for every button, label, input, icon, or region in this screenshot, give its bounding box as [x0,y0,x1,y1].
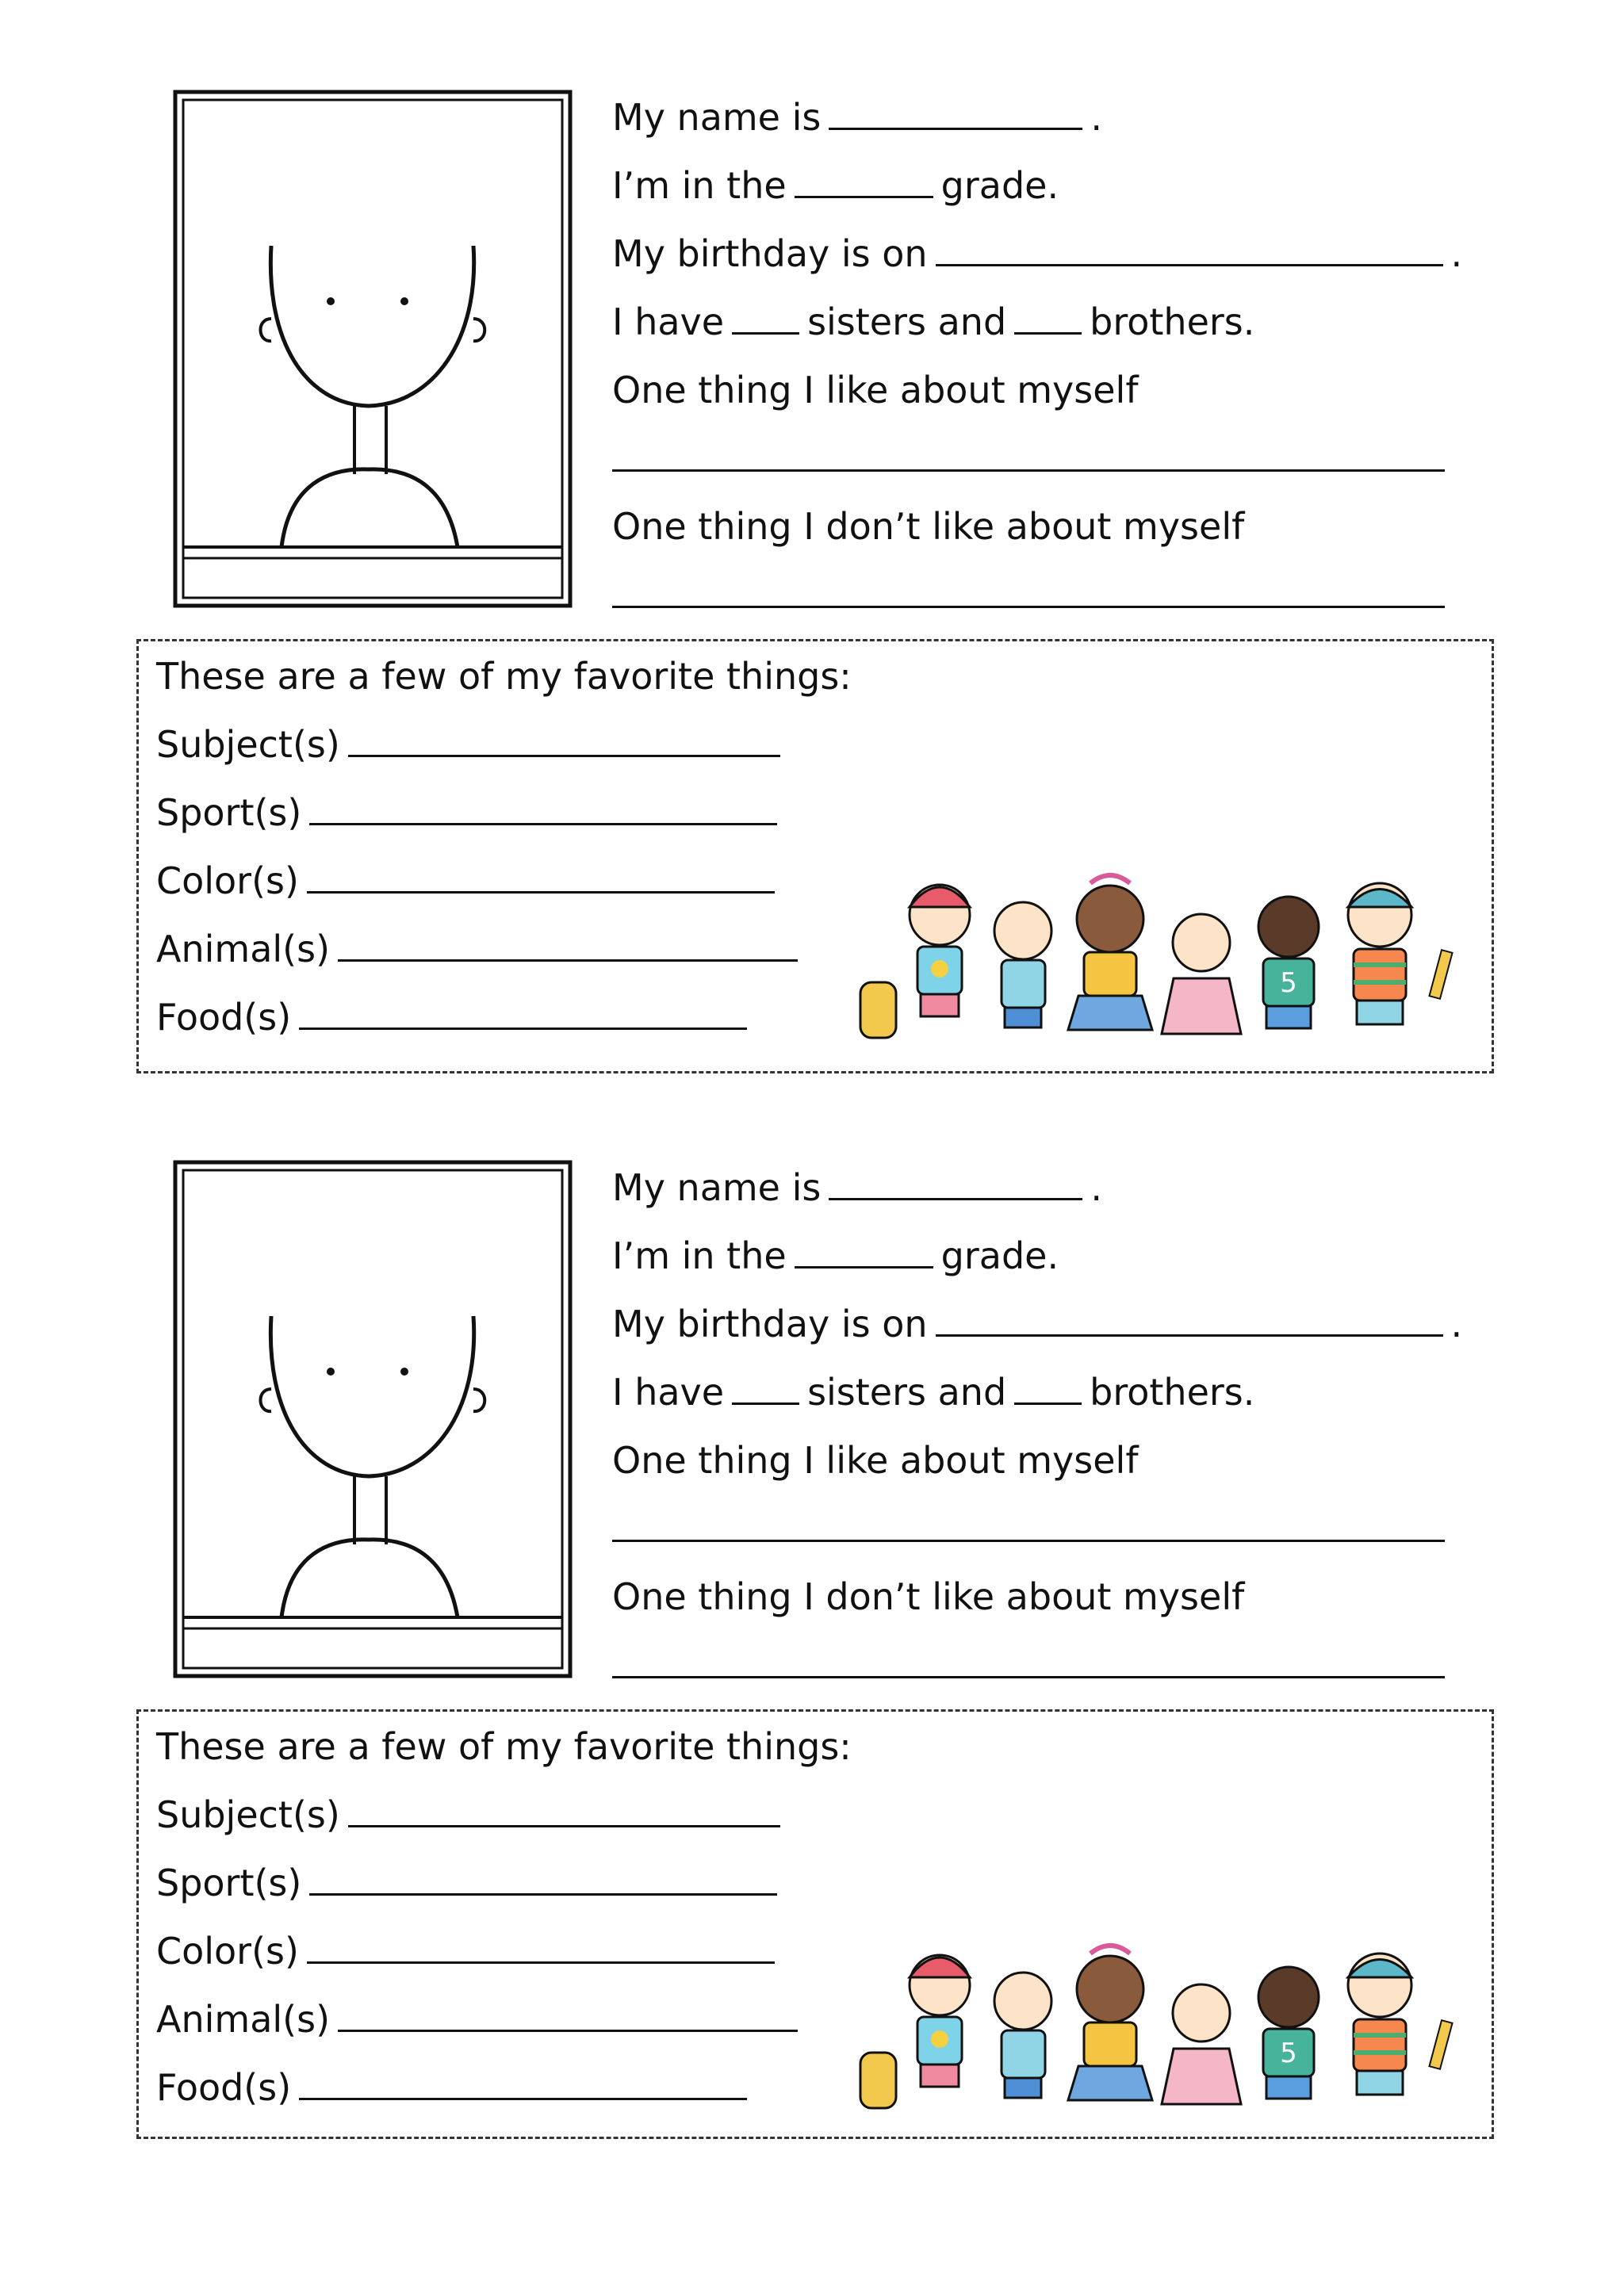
dislike-label: One thing I don’t like about myself [612,1575,1245,1618]
grade-label-before: I’m in the [612,164,787,207]
sisters-blank[interactable] [732,305,799,335]
favorite-subject-row [156,721,788,768]
siblings-label-middle: sisters and [807,300,1007,343]
birthday-blank[interactable] [936,237,1443,266]
grade-blank[interactable] [795,1239,933,1269]
siblings-label-middle: sisters and [807,1371,1007,1414]
favorite-animal-row [156,1996,806,2043]
siblings-label-before: I have [612,300,725,343]
favorite-color-row [156,857,783,905]
grade-label-after: grade. [940,164,1059,207]
siblings-line [612,298,1254,346]
sisters-blank[interactable] [732,1376,799,1405]
kids-illustration [852,863,1487,1062]
favorite-food-label: Food(s) [156,996,292,1039]
siblings-label-before: I have [612,1371,725,1414]
portrait-frame [170,87,575,610]
favorite-sport-label: Sport(s) [156,791,302,834]
favorite-animal-blank[interactable] [338,932,798,962]
dislike-label: One thing I don’t like about myself [612,505,1245,548]
favorite-animal-label: Animal(s) [156,1998,331,2041]
name-label: My name is [612,1166,822,1209]
kid-shirt-number: 5 [1280,967,1297,999]
favorite-subject-label: Subject(s) [156,723,340,766]
favorite-food-blank[interactable] [299,2071,747,2100]
kids-illustration [852,1934,1487,2132]
favorite-food-row [156,993,755,1041]
favorite-subject-label: Subject(s) [156,1793,340,1836]
face-outline-drawing [170,1158,575,1681]
grade-label-before: I’m in the [612,1234,787,1277]
favorite-food-row [156,2064,755,2111]
birthday-label: My birthday is on [612,232,928,275]
brothers-blank[interactable] [1014,305,1082,335]
dislike-answer-line[interactable] [612,1676,1445,1678]
name-line: My name is . [612,1166,1102,1209]
birthday-line: My birthday is on . [612,1303,1463,1345]
favorite-sport-row [156,789,785,836]
like-answer-line[interactable] [612,469,1445,472]
favorite-animal-label: Animal(s) [156,928,331,970]
grade-line [612,162,1059,209]
favorite-sport-blank[interactable] [309,1866,777,1896]
grade-blank[interactable] [795,169,933,198]
grade-label-after: grade. [940,1234,1059,1277]
grade-line [612,1232,1059,1280]
favorite-color-blank[interactable] [307,864,775,894]
kids-group-art [852,1934,1487,2132]
favorite-subject-blank[interactable] [348,1798,780,1827]
favorite-subject-blank[interactable] [348,728,780,757]
favorite-sport-label: Sport(s) [156,1862,302,1904]
dislike-answer-line[interactable] [612,606,1445,608]
favorite-color-label: Color(s) [156,859,299,902]
favorites-box [136,1709,1494,2139]
favorite-color-row [156,1927,783,1975]
siblings-label-after: brothers. [1090,300,1255,343]
siblings-line [612,1368,1254,1416]
birthday-blank[interactable] [936,1307,1443,1337]
favorite-color-label: Color(s) [156,1930,299,1973]
favorite-food-label: Food(s) [156,2066,292,2109]
name-blank[interactable] [829,101,1082,130]
favorites-title: These are a few of my favorite things: [156,655,852,698]
favorite-food-blank[interactable] [299,1001,747,1030]
name-blank[interactable] [829,1171,1082,1200]
face-outline-drawing [170,87,575,610]
like-answer-line[interactable] [612,1540,1445,1542]
brothers-blank[interactable] [1014,1376,1082,1405]
birthday-line: My birthday is on . [612,232,1463,275]
siblings-label-after: brothers. [1090,1371,1255,1414]
like-label: One thing I like about myself [612,1439,1139,1482]
favorite-subject-row [156,1791,788,1839]
name-line: My name is . [612,96,1102,139]
favorite-animal-blank[interactable] [338,2003,798,2032]
worksheet-top [0,0,1624,1070]
favorite-animal-row [156,925,806,973]
favorites-title: These are a few of my favorite things: [156,1725,852,1768]
kid-shirt-number: 5 [1280,2038,1297,2069]
favorite-color-blank[interactable] [307,1934,775,1964]
name-label: My name is [612,96,822,139]
kids-group-art [852,863,1487,1062]
favorite-sport-row [156,1859,785,1907]
favorites-box [136,639,1494,1073]
like-label: One thing I like about myself [612,369,1139,411]
worksheet-bottom [0,1070,1624,2141]
portrait-frame [170,1158,575,1681]
favorite-sport-blank[interactable] [309,796,777,825]
birthday-label: My birthday is on [612,1303,928,1345]
